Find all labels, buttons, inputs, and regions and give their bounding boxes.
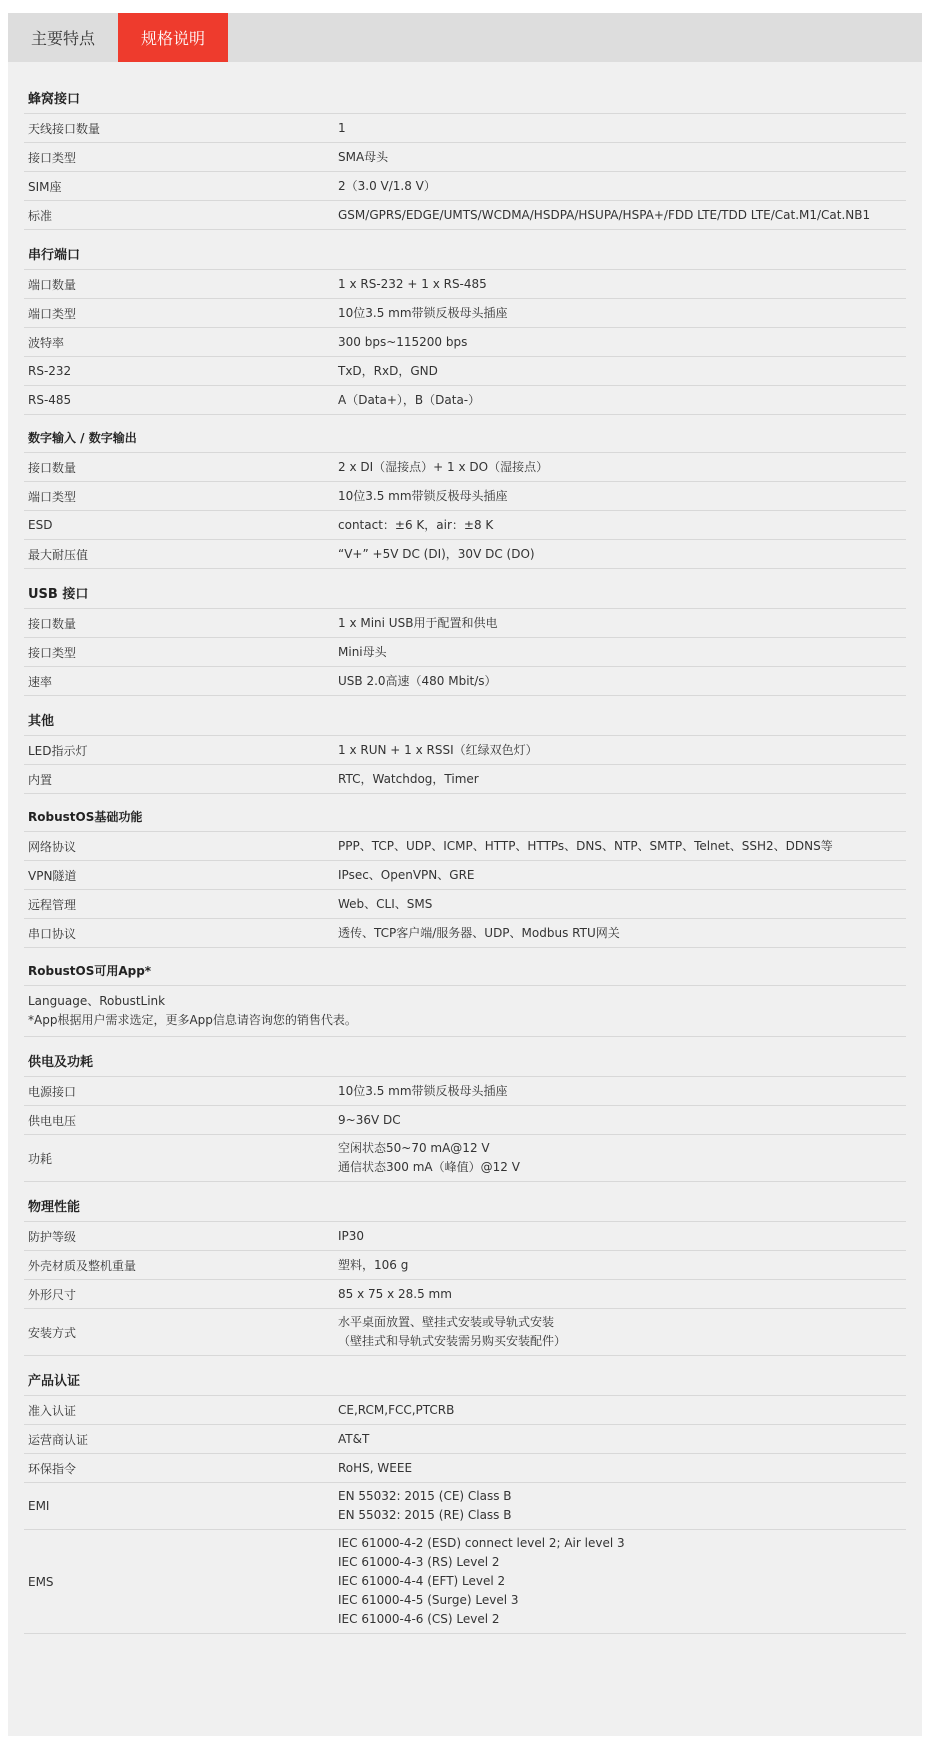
spec-key: 端口类型	[28, 306, 77, 321]
spec-row	[24, 1483, 906, 1530]
spec-key: SIM座	[28, 179, 62, 194]
spec-key: ESD	[28, 518, 53, 532]
spec-key: LED指示灯	[28, 743, 88, 758]
spec-row	[24, 765, 906, 794]
spec-key: 端口数量	[28, 277, 77, 292]
section-title: 串行端口	[24, 230, 906, 270]
spec-key: 远程管理	[28, 897, 77, 912]
spec-value	[338, 329, 906, 356]
spec-row	[24, 357, 906, 386]
section-title: 蜂窝接口	[24, 74, 906, 114]
spec-row	[24, 1280, 906, 1309]
spec-row	[24, 511, 906, 540]
spec-value-line: 透传、TCP客户端/服务器、UDP、Modbus RTU网关	[338, 925, 620, 940]
spec-value	[338, 1530, 906, 1633]
spec-key: 供电电压	[28, 1113, 77, 1128]
spec-row	[24, 638, 906, 667]
spec-key: EMI	[28, 1499, 50, 1513]
spec-row	[24, 299, 906, 328]
spec-value	[338, 891, 906, 918]
spec-row	[24, 890, 906, 919]
spec-value	[338, 1397, 906, 1424]
spec-content	[8, 62, 922, 1634]
spec-value	[338, 610, 906, 637]
spec-key: 接口数量	[28, 460, 77, 475]
spec-value	[338, 737, 906, 764]
spec-key: 天线接口数量	[28, 121, 101, 136]
spec-value-line: IEC 61000-4-4 (EFT) Level 2	[338, 1574, 506, 1588]
section-title: 物理性能	[24, 1182, 906, 1222]
spec-value-line: A（Data+），B（Data-）	[338, 392, 481, 407]
spec-row	[24, 143, 906, 172]
spec-value	[338, 1107, 906, 1134]
spec-value-line: TxD，RxD，GND	[338, 363, 438, 378]
spec-row	[24, 1530, 906, 1634]
spec-value-line: IEC 61000-4-2 (ESD) connect level 2; Air level 3	[338, 1536, 625, 1550]
spec-value	[338, 920, 906, 947]
spec-key: 准入认证	[28, 1403, 77, 1418]
spec-row	[24, 1309, 906, 1356]
spec-key: 接口类型	[28, 645, 77, 660]
tab-bar	[8, 13, 922, 62]
spec-value-line: IPsec、OpenVPN、GRE	[338, 867, 475, 882]
spec-value-line: （壁挂式和导轨式安装需另购买安装配件）	[338, 1334, 567, 1348]
note-line: *App根据用户需求选定，更多App信息请咨询您的销售代表。	[28, 1013, 357, 1027]
spec-row	[24, 1106, 906, 1135]
spec-key: 功耗	[28, 1151, 53, 1166]
spec-value-line: 2（3.0 V/1.8 V）	[338, 178, 436, 193]
spec-key: 网络协议	[28, 839, 77, 854]
spec-key: RS-232	[28, 364, 72, 378]
spec-key: 串口协议	[28, 926, 77, 941]
tab-features[interactable]: 主要特点	[30, 29, 95, 48]
spec-value-line: 塑料，106 g	[338, 1257, 409, 1272]
spec-key: 防护等级	[28, 1229, 77, 1244]
spec-value	[338, 1252, 906, 1279]
spec-value-line: Mini母头	[338, 644, 387, 659]
spec-value	[338, 639, 906, 666]
spec-value-line: 1 x RS-232 + 1 x RS-485	[338, 276, 487, 291]
spec-value	[338, 1281, 906, 1308]
spec-value-line: 1	[338, 120, 346, 135]
spec-value-line: IEC 61000-4-3 (RS) Level 2	[338, 1555, 500, 1569]
spec-row	[24, 1454, 906, 1483]
spec-row	[24, 270, 906, 299]
spec-value-line: GSM/GPRS/EDGE/UMTS/WCDMA/HSDPA/HSUPA/HSPA+/FDD LTE/TDD LTE/Cat.M1/Cat.NB1	[338, 207, 871, 222]
spec-value	[338, 300, 906, 327]
spec-value	[338, 833, 906, 860]
spec-value	[338, 202, 906, 229]
spec-key: 安装方式	[28, 1325, 77, 1340]
spec-value-line: RTC，Watchdog，Timer	[338, 771, 479, 786]
spec-value	[338, 358, 906, 385]
spec-value	[338, 454, 906, 481]
spec-value	[338, 115, 906, 142]
section-title: 产品认证	[24, 1356, 906, 1396]
spec-value-line: 85 x 75 x 28.5 mm	[338, 1286, 452, 1301]
spec-value-line: CE,RCM,FCC,PTCRB	[338, 1402, 455, 1417]
spec-panel	[8, 13, 922, 1736]
spec-value-line: USB 2.0高速（480 Mbit/s）	[338, 673, 497, 688]
spec-value-line: 2 x DI（湿接点）+ 1 x DO（湿接点）	[338, 459, 549, 474]
section-title: RobustOS基础功能	[24, 794, 906, 832]
spec-key: 外形尺寸	[28, 1287, 77, 1302]
spec-value	[338, 766, 906, 793]
spec-row	[24, 386, 906, 415]
spec-row	[24, 736, 906, 765]
note-line: Language、RobustLink	[28, 994, 166, 1008]
spec-value	[338, 144, 906, 171]
spec-value-line: IP30	[338, 1228, 365, 1243]
spec-value-line: 水平桌面放置、壁挂式安装或导轨式安装	[338, 1315, 555, 1329]
spec-value-line: 10位3.5 mm带锁反极母头插座	[338, 1083, 508, 1098]
spec-key: 接口类型	[28, 150, 77, 165]
spec-key: 环保指令	[28, 1461, 77, 1476]
spec-value	[338, 512, 906, 539]
spec-key: 电源接口	[28, 1084, 77, 1099]
spec-value	[338, 271, 906, 298]
spec-value-line: 空闲状态50~70 mA@12 V	[338, 1141, 490, 1155]
spec-value	[338, 387, 906, 414]
spec-row	[24, 1396, 906, 1425]
spec-value	[338, 668, 906, 695]
spec-value-line: SMA母头	[338, 149, 389, 164]
spec-row	[24, 1077, 906, 1106]
spec-value-line: RoHS, WEEE	[338, 1460, 413, 1475]
spec-value	[338, 483, 906, 510]
spec-key: 接口数量	[28, 616, 77, 631]
spec-value-line: 通信状态300 mA（峰值）@12 V	[338, 1160, 520, 1174]
spec-value-line: PPP、TCP、UDP、ICMP、HTTP、HTTPs、DNS、NTP、SMTP、Telnet、SSH2、DDNS等	[338, 838, 833, 853]
spec-value-line: EN 55032: 2015 (RE) Class B	[338, 1508, 512, 1522]
spec-value-line: 300 bps~115200 bps	[338, 334, 468, 349]
spec-row	[24, 328, 906, 357]
spec-row	[24, 172, 906, 201]
tab-specifications[interactable]: 规格说明	[118, 13, 228, 62]
spec-row	[24, 861, 906, 890]
spec-value	[338, 1309, 906, 1355]
spec-value-line: 1 x Mini USB用于配置和供电	[338, 615, 498, 630]
spec-row	[24, 1222, 906, 1251]
spec-key: 运营商认证	[28, 1432, 89, 1447]
spec-value	[338, 1483, 906, 1529]
spec-row	[24, 832, 906, 861]
spec-key: 标准	[28, 208, 53, 223]
spec-value-line: AT&T	[338, 1431, 370, 1446]
spec-value-line: 10位3.5 mm带锁反极母头插座	[338, 305, 508, 320]
section-title: 数字输入 / 数字输出	[24, 415, 906, 453]
spec-key: 最大耐压值	[28, 547, 89, 562]
spec-key: VPN隧道	[28, 868, 77, 883]
spec-row	[24, 114, 906, 143]
spec-value-line: 9~36V DC	[338, 1112, 401, 1127]
spec-value	[338, 173, 906, 200]
section-note	[24, 986, 906, 1037]
section-title: RobustOS可用App*	[24, 948, 906, 986]
spec-value	[338, 862, 906, 889]
spec-key: 内置	[28, 772, 53, 787]
spec-key: EMS	[28, 1574, 54, 1589]
spec-value-line: 10位3.5 mm带锁反极母头插座	[338, 488, 508, 503]
section-title: USB 接口	[24, 569, 906, 609]
spec-value-line: Web、CLI、SMS	[338, 896, 433, 911]
spec-value-line: contact：±6 K，air：±8 K	[338, 517, 494, 532]
spec-value	[338, 1455, 906, 1482]
spec-row	[24, 482, 906, 511]
spec-row	[24, 540, 906, 569]
spec-value	[338, 1223, 906, 1250]
spec-key: 外壳材质及整机重量	[28, 1258, 137, 1273]
spec-value-line: IEC 61000-4-6 (CS) Level 2	[338, 1612, 500, 1626]
spec-row	[24, 1135, 906, 1182]
spec-value-line: IEC 61000-4-5 (Surge) Level 3	[338, 1593, 519, 1607]
spec-key: RS-485	[28, 393, 72, 407]
spec-row	[24, 453, 906, 482]
spec-row	[24, 1251, 906, 1280]
spec-row	[24, 919, 906, 948]
spec-key: 波特率	[28, 335, 65, 350]
spec-value-line: “V+” +5V DC (DI)，30V DC (DO)	[338, 546, 535, 561]
spec-row	[24, 667, 906, 696]
section-title: 其他	[24, 696, 906, 736]
spec-value-line: EN 55032: 2015 (CE) Class B	[338, 1489, 512, 1503]
spec-value	[338, 541, 906, 568]
spec-value	[338, 1135, 906, 1181]
spec-row	[24, 609, 906, 638]
spec-row	[24, 1425, 906, 1454]
spec-value	[338, 1426, 906, 1453]
section-title: 供电及功耗	[24, 1037, 906, 1077]
spec-value-line: 1 x RUN + 1 x RSSI（红绿双色灯）	[338, 742, 538, 757]
spec-key: 速率	[28, 674, 53, 689]
spec-value	[338, 1078, 906, 1105]
spec-key: 端口类型	[28, 489, 77, 504]
spec-row	[24, 201, 906, 230]
